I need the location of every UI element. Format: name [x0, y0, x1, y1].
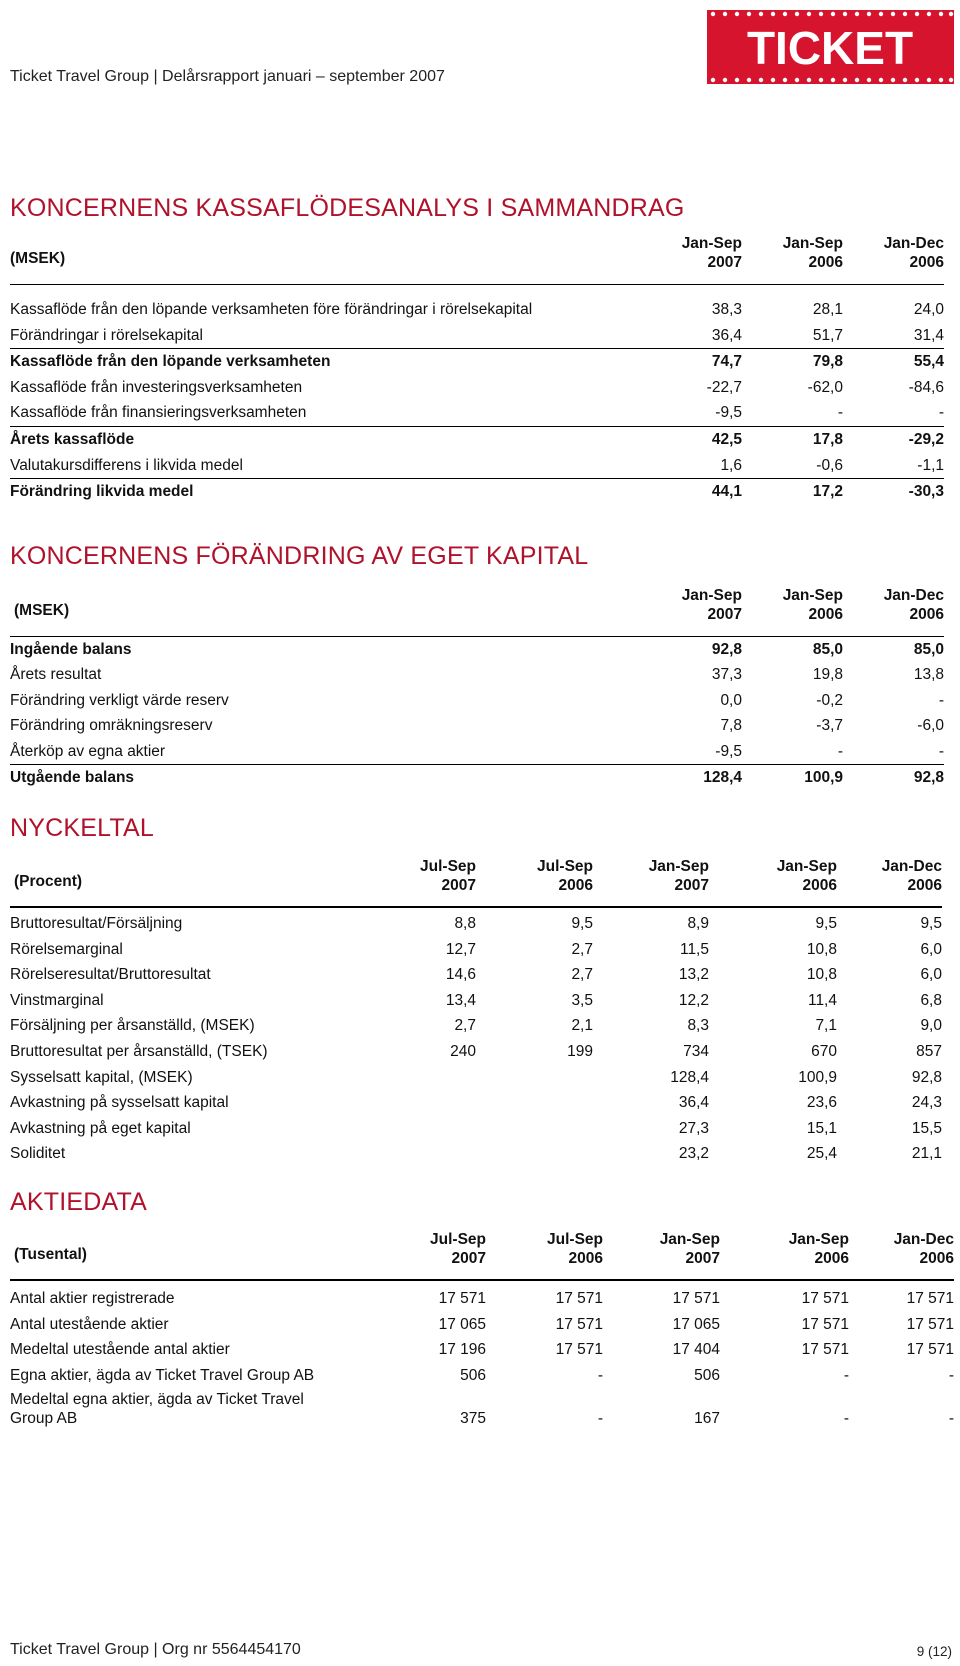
- table-row: Förändring likvida medel 44,1 17,2 -30,3: [10, 479, 944, 505]
- table-row: Bruttoresultat/Försäljning 8,8 9,5 8,9 9,5 9,5: [10, 915, 942, 932]
- column-header: Jul-Sep 2006: [476, 857, 593, 907]
- cashflow-table: [10, 234, 944, 505]
- table-row: Förändringar i rörelsekapital 36,4 51,7 31,4: [10, 326, 944, 344]
- table-row: Egna aktier, ägda av Ticket Travel Group AB 506 - 506 - -: [10, 1366, 954, 1384]
- keyfigures-unit: (Procent): [10, 857, 372, 907]
- equity-table: [10, 586, 944, 791]
- equity-unit: (MSEK): [10, 586, 620, 636]
- column-header: Jul-Sep 2006: [486, 1230, 603, 1280]
- table-row: Utgående balans 128,4 100,9 92,8: [10, 765, 944, 791]
- table-row: Förändring omräkningsreserv 7,8 -3,7 -6,0: [10, 717, 944, 735]
- table-row: Vinstmarginal 13,4 3,5 12,2 11,4 6,8: [10, 991, 942, 1009]
- equity-title: KONCERNENS FÖRÄNDRING AV EGET KAPITAL: [10, 542, 589, 570]
- column-header: Jan-Sep 2007: [620, 234, 742, 284]
- table-row: Kassaflöde från investeringsverksamheten -22,7 -62,0 -84,6: [10, 378, 944, 396]
- column-header: Jan-Sep 2007: [620, 586, 742, 636]
- column-header: Jan-Sep 2006: [720, 1230, 849, 1280]
- table-row: Soliditet 23,2 25,4 21,1: [10, 1145, 942, 1163]
- table-row: Årets kassaflöde 42,5 17,8 -29,2: [10, 426, 944, 452]
- table-row: Sysselsatt kapital, (MSEK) 128,4 100,9 92,8: [10, 1068, 942, 1086]
- logo-text: TICKET: [746, 22, 914, 74]
- sharedata-unit: (Tusental): [10, 1230, 372, 1280]
- keyfigures-title: NYCKELTAL: [10, 814, 154, 842]
- report-header-title: Ticket Travel Group | Delårsrapport januari – september 2007: [10, 68, 445, 85]
- ticket-logo: [707, 10, 954, 84]
- cashflow-unit: (MSEK): [10, 234, 620, 284]
- table-row: Medeltal egna aktier, ägda av Ticket Travel Group AB 375 - 167 - -: [10, 1391, 954, 1428]
- table-row: Avkastning på sysselsatt kapital 36,4 23,6 24,3: [10, 1094, 942, 1112]
- table-row: Rörelsemarginal 12,7 2,7 11,5 10,8 6,0: [10, 940, 942, 958]
- table-row: Kassaflöde från den löpande verksamheten före förändringar i rörelsekapital 38,3 28,1 24,0: [10, 301, 944, 318]
- column-header: Jan-Sep 2006: [742, 234, 843, 284]
- table-row: Antal utestående aktier 17 065 17 571 17 065 17 571 17 571: [10, 1315, 954, 1333]
- column-header: Jan-Sep 2006: [742, 586, 843, 636]
- page-number: 9 (12): [916, 1644, 952, 1659]
- table-row: Rörelseresultat/Bruttoresultat 14,6 2,7 13,2 10,8 6,0: [10, 966, 942, 984]
- sharedata-title: AKTIEDATA: [10, 1188, 148, 1216]
- column-header: Jan-Sep 2006: [709, 857, 837, 907]
- table-row: Medeltal utestående antal aktier 17 196 17 571 17 404 17 571 17 571: [10, 1341, 954, 1359]
- sharedata-table: [10, 1230, 954, 1428]
- table-row: Bruttoresultat per årsanställd, (TSEK) 240 199 734 670 857: [10, 1042, 942, 1060]
- table-row: Ingående balans 92,8 85,0 85,0: [10, 640, 944, 658]
- table-row: Förändring verkligt värde reserv 0,0 -0,2 -: [10, 691, 944, 709]
- table-row: Årets resultat 37,3 19,8 13,8: [10, 666, 944, 684]
- keyfigures-table: [10, 857, 942, 1167]
- table-row: Valutakursdifferens i likvida medel 1,6 -0,6 -1,1: [10, 456, 944, 474]
- footer-org-number: Ticket Travel Group | Org nr 5564454170: [10, 1641, 301, 1658]
- column-header: Jul-Sep 2007: [372, 1230, 486, 1280]
- table-row: Försäljning per årsanställd, (MSEK) 2,7 2,1 8,3 7,1 9,0: [10, 1017, 942, 1035]
- table-row: Kassaflöde från den löpande verksamheten 74,7 79,8 55,4: [10, 349, 944, 375]
- table-row: Antal aktier registrerade 17 571 17 571 17 571 17 571 17 571: [10, 1290, 954, 1307]
- column-header: Jan-Sep 2007: [593, 857, 709, 907]
- table-row: Kassaflöde från finansieringsverksamheten -9,5 - -: [10, 404, 944, 422]
- column-header: Jan-Dec 2006: [849, 1230, 954, 1280]
- column-header: Jan-Dec 2006: [837, 857, 942, 907]
- column-header: Jan-Dec 2006: [843, 586, 944, 636]
- table-row: Avkastning på eget kapital 27,3 15,1 15,5: [10, 1119, 942, 1137]
- table-row: Återköp av egna aktier -9,5 - -: [10, 742, 944, 760]
- column-header: Jul-Sep 2007: [372, 857, 476, 907]
- cashflow-title: KONCERNENS KASSAFLÖDESANALYS I SAMMANDRAG: [10, 194, 685, 222]
- column-header: Jan-Dec 2006: [843, 234, 944, 284]
- column-header: Jan-Sep 2007: [603, 1230, 720, 1280]
